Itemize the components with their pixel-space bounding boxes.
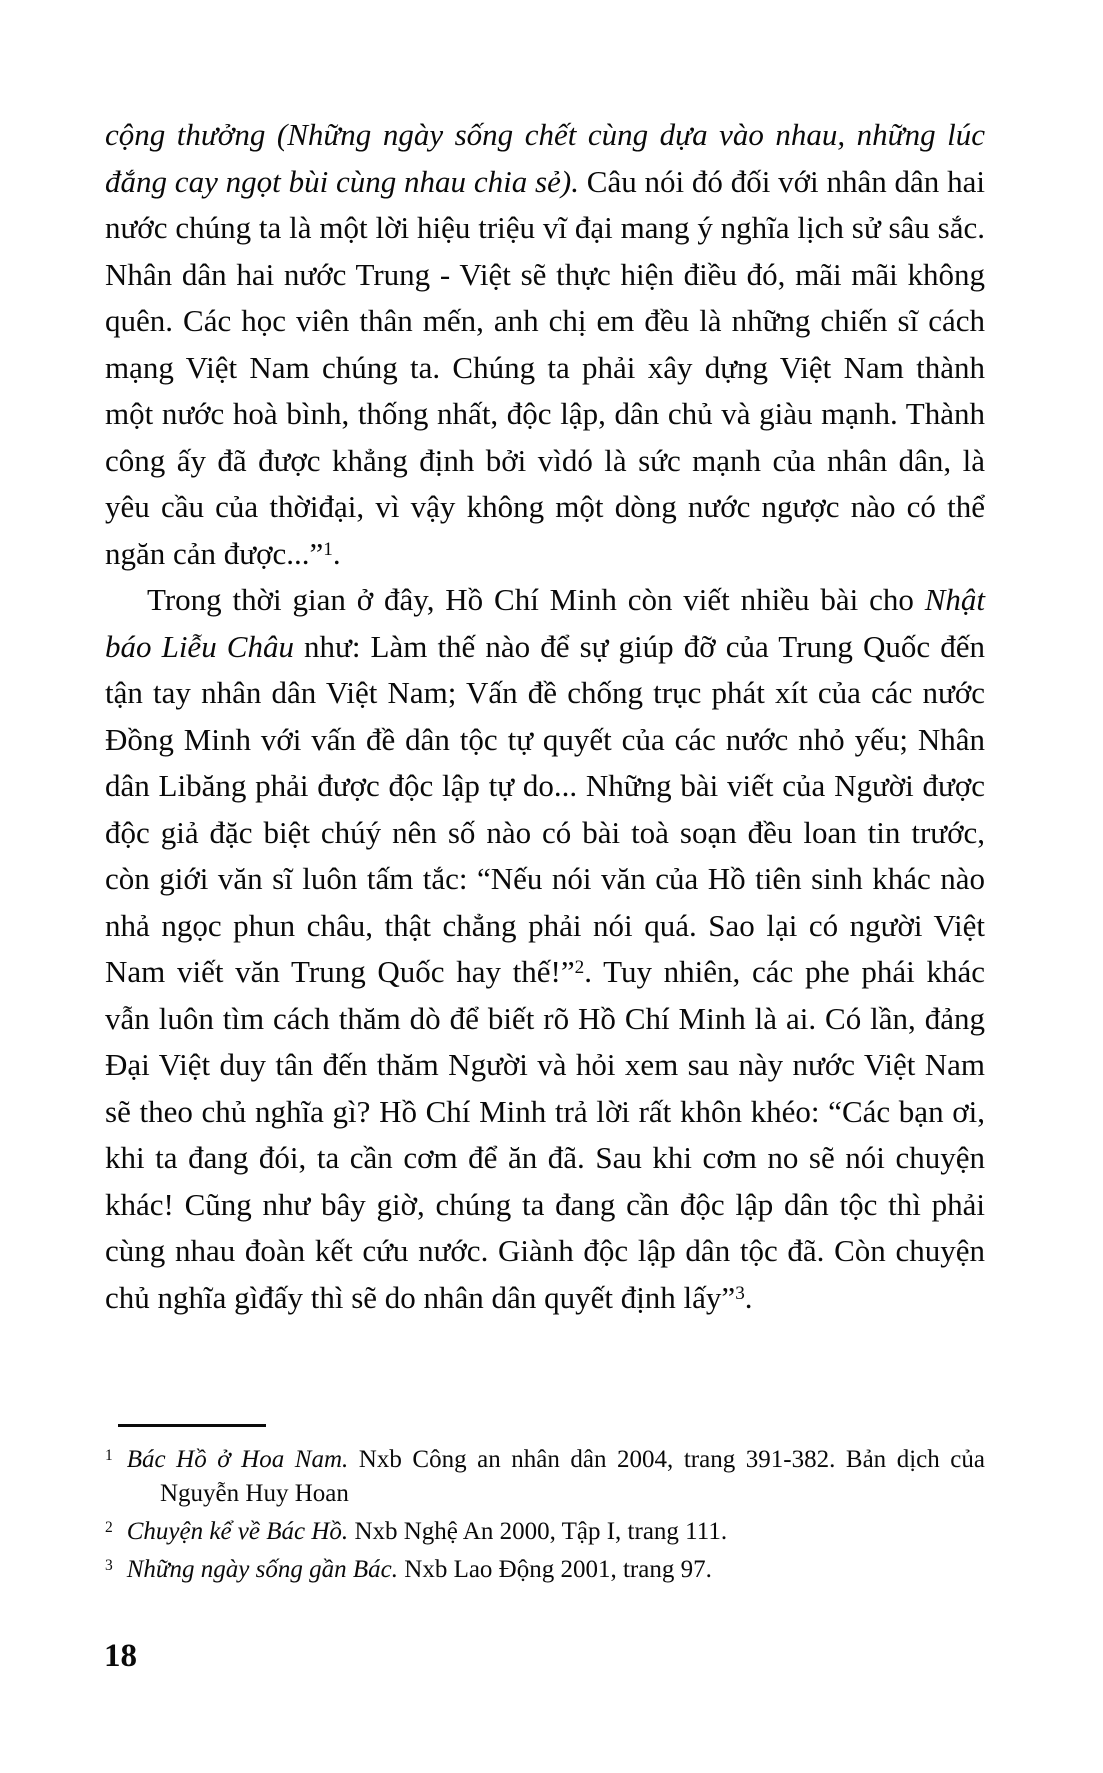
text-segment: cộng thưởng (Những ngày sống chết cùng dựa vào nhau, những lúc đắng cay ngọt bùi cùng nhau chia sẻ).	[105, 117, 985, 199]
text-segment: như: Làm thế nào để sự giúp đỡ của Trung Quốc đến tận tay nhân dân Việt Nam; Vấn đề chống trục phát xít của các nước Đồng Minh với vấn đề dân tộc tự quyết của các nước nhỏ yếu; Nhân dân Libăng phải được độc lập tự do... Những bài viết của Người được độc giả đặc biệt chúý nên số nào có bài toà soạn đều loan tin trước, còn giới văn sĩ luôn tấm tắc: “Nếu nói văn của Hồ tiên sinh khác nào nhả ngọc phun châu, thật chẳng phải nói quá. Sao lại có người Việt Nam viết văn Trung Quốc hay thế!”	[105, 628, 985, 989]
page-number: 18	[104, 1638, 137, 1674]
text-segment: Nhật báo Liễu Châu	[105, 582, 985, 664]
footnote-reference: 1	[323, 538, 333, 560]
paragraph	[105, 577, 985, 1321]
footnote-title: Những ngày sống gần Bác.	[126, 1556, 399, 1583]
footnote	[105, 1515, 985, 1549]
footnote-reference: 2	[574, 957, 585, 978]
text-segment: .	[744, 1279, 753, 1315]
footnote-separator	[118, 1424, 266, 1427]
footnote-title: Chuyện kể về Bác Hồ.	[126, 1518, 349, 1545]
text-segment: Trong thời gian ở đây, Hồ Chí Minh còn viết nhiều bài cho	[147, 582, 925, 617]
paragraph	[105, 112, 985, 577]
footnotes-section	[105, 1443, 985, 1591]
text-segment: Câu nói đó đối với nhân dân hai nước chúng ta là một lời hiệu triệu vĩ đại mang ý nghĩa lịch sử sâu sắc. Nhân dân hai nước Trung - Việt sẽ thực hiện điều đó, mãi mãi không quên. Các học viên thân mến, anh chị em đều là những chiến sĩ cách mạng Việt Nam chúng ta. Chúng ta phải xây dựng Việt Nam thành một nước hoà bình, thống nhất, độc lập, dân chủ và giàu mạnh. Thành công ấy đã được khẳng định bởi vìdó là sức mạnh của nhân dân, là yêu cầu của thờiđại, vì vậy không một dòng nước ngược nào có thể ngăn cản được...”	[105, 163, 985, 571]
footnote-text: Nxb Nghệ An 2000, Tập I, trang 111.	[348, 1518, 728, 1545]
footnote	[105, 1443, 985, 1511]
footnote-marker: 1	[105, 1447, 113, 1464]
footnote-text: Nxb Lao Động 2001, trang 97.	[398, 1556, 712, 1583]
footnote	[105, 1553, 985, 1587]
footnote-reference: 3	[735, 1282, 745, 1304]
text-segment: . Tuy nhiên, các phe phái khác vẫn luôn tìm cách thăm dò để biết rõ Hồ Chí Minh là ai. Có lần, đảng Đại Việt duy tân đến thăm Người và hỏi xem sau này nước Việt Nam sẽ theo chủ nghĩa gì? Hồ Chí Minh trả lời rất khôn khéo: “Các bạn ơi, khi ta đang đói, ta cần cơm để ăn đã. Sau khi cơm no sẽ nói chuyện khác! Cũng như bây giờ, chúng ta đang cần độc lập dân tộc thì phải cùng nhau đoàn kết cứu nước. Giành độc lập dân tộc đã. Còn chuyện chủ nghĩa gìđấy thì sẽ do nhân dân quyết định lấy”	[105, 954, 985, 1315]
footnote-marker: 3	[105, 1557, 113, 1574]
footnote-marker: 2	[105, 1519, 113, 1536]
text-segment: .	[332, 535, 341, 571]
footnote-text: Nxb Công an nhân dân 2004, trang 391-382. Bản dịch của Nguyễn Huy Hoan	[160, 1446, 986, 1507]
footnote-title: Bác Hồ ở Hoa Nam.	[126, 1446, 349, 1473]
body-text	[105, 112, 985, 1321]
